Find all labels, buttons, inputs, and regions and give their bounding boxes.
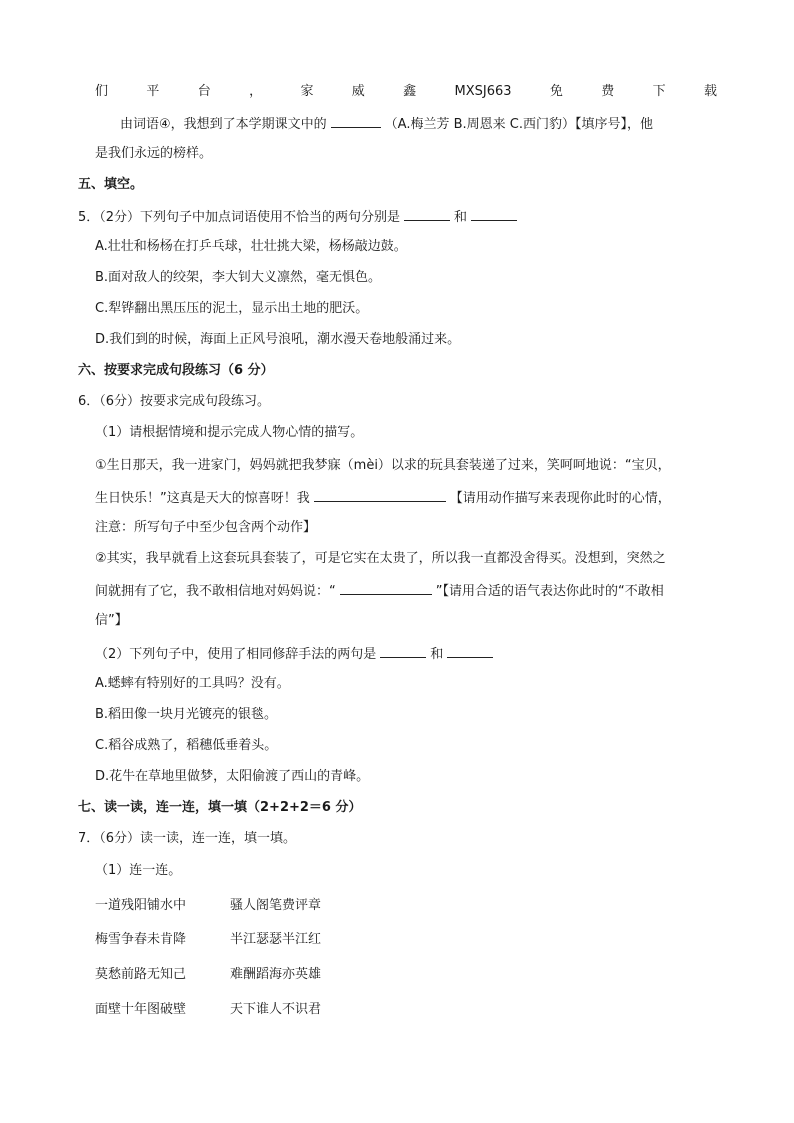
q6-sub2-text-a: （2）下列句子中，使用了相同修辞手法的两句是 <box>95 647 377 662</box>
header-token: 们 <box>95 84 109 99</box>
q6-option-a: A.蟋蟀有特别好的工具吗？没有。 <box>95 676 290 691</box>
header-token: 载 <box>703 84 717 99</box>
match-left-item[interactable]: 梅雪争春未肯降 <box>95 932 187 947</box>
q6-sub2-text-b: 和 <box>430 647 444 662</box>
q6-stem: 6．（6分）按要求完成句段练习。 <box>78 394 271 409</box>
q6-p2-line2 <box>95 580 664 602</box>
header-token: 平 <box>146 84 160 99</box>
match-left-item[interactable]: 面壁十年图破壁 <box>95 1002 187 1017</box>
q6-p2-text-b: ”【请用合适的语气表达你此时的“不敢相 <box>435 584 664 599</box>
match-right-item[interactable]: 难酬蹈海亦英雄 <box>230 967 322 982</box>
q6-sub2-blank-1[interactable] <box>380 643 426 658</box>
q4-text-b: （A.梅兰芳 B.周恩来 C.西门豹）【填序号】，他 <box>384 117 653 132</box>
q6-sub2 <box>95 643 497 665</box>
q6-option-b: B.稻田像一块月光镀亮的银毯。 <box>95 707 278 722</box>
match-right-item[interactable]: 骚人阁笔费评章 <box>230 898 322 913</box>
header-token: 下 <box>652 84 666 99</box>
header-token: 台 <box>197 84 211 99</box>
q6-p1-text-b: 【请用动作描写来表现你此时的心情， <box>449 491 671 506</box>
q7-stem: 7．（6分）读一读，连一连，填一填。 <box>78 831 297 846</box>
q6-p1-line2 <box>95 487 671 509</box>
header-token: 家 <box>300 84 314 99</box>
q6-p2-line3: 信”】 <box>95 613 128 628</box>
header-watermark-line <box>95 82 717 102</box>
header-token: MXSJ663 <box>454 84 512 99</box>
q6-p2-text-a: 间就拥有了它，我不敢相信地对妈妈说：“ <box>95 584 336 599</box>
q4-line3: 是我们永远的榜样。 <box>95 146 213 161</box>
q7-sub1: （1）连一连。 <box>95 863 182 878</box>
q6-quote-blank[interactable] <box>340 580 432 595</box>
q5-option-a: A.壮壮和杨杨在打乒乓球，壮壮挑大梁，杨杨敲边鼓。 <box>95 239 407 254</box>
q4-answer-blank[interactable] <box>331 113 381 128</box>
header-token: ， <box>249 84 263 99</box>
q5-text-b: 和 <box>454 210 468 225</box>
section6-heading: 六、按要求完成句段练习（6 分） <box>78 363 274 378</box>
section7-heading: 七、读一读，连一连，填一填（2+2+2＝6 分） <box>78 800 362 815</box>
q6-p2-line1: ②其实，我早就看上这套玩具套装了，可是它实在太贵了，所以我一直都没舍得买。没想到，突然之 <box>95 551 666 566</box>
q6-p1-line3: 注意：所写句子中至少包含两个动作】 <box>95 520 317 535</box>
match-right-item[interactable]: 半江瑟瑟半江红 <box>230 932 322 947</box>
q6-sub2-blank-2[interactable] <box>447 643 493 658</box>
q6-sub1: （1）请根据情境和提示完成人物心情的描写。 <box>95 425 364 440</box>
q5-option-d: D.我们到的时候，海面上正风号浪吼，潮水漫天卷地般涌过来。 <box>95 332 461 347</box>
q4-text-a: 由词语④，我想到了本学期课文中的 <box>120 117 327 132</box>
q6-action-blank[interactable] <box>314 487 446 502</box>
q6-option-c: C.稻谷成熟了，稻穗低垂着头。 <box>95 738 278 753</box>
q4-line2 <box>120 113 653 135</box>
match-left-item[interactable]: 莫愁前路无知己 <box>95 967 187 982</box>
header-token: 免 <box>549 84 563 99</box>
section5-heading: 五、填空。 <box>78 177 144 192</box>
q6-p1-text-a: 生日快乐！”这真是天大的惊喜呀！我 <box>95 491 310 506</box>
q5-blank-1[interactable] <box>404 206 450 221</box>
header-token: 威 <box>351 84 365 99</box>
q5-text-a: 5．（2分）下列句子中加点词语使用不恰当的两句分别是 <box>78 210 401 225</box>
match-left-item[interactable]: 一道残阳铺水中 <box>95 898 187 913</box>
header-token: 鑫 <box>403 84 417 99</box>
header-token: 费 <box>601 84 615 99</box>
q6-option-d: D.花牛在草地里做梦，太阳偷渡了西山的青峰。 <box>95 769 370 784</box>
q5-stem <box>78 206 521 228</box>
q5-blank-2[interactable] <box>471 206 517 221</box>
q5-option-c: C.犁铧翻出黑压压的泥土，显示出土地的肥沃。 <box>95 301 369 316</box>
match-right-item[interactable]: 天下谁人不识君 <box>230 1002 322 1017</box>
q5-option-b: B.面对敌人的绞架，李大钊大义凛然，毫无惧色。 <box>95 270 382 285</box>
q6-p1-line1: ①生日那天，我一进家门，妈妈就把我梦寐（mèi）以求的玩具套装递了过来，笑呵呵地说：“宝贝， <box>95 458 671 473</box>
